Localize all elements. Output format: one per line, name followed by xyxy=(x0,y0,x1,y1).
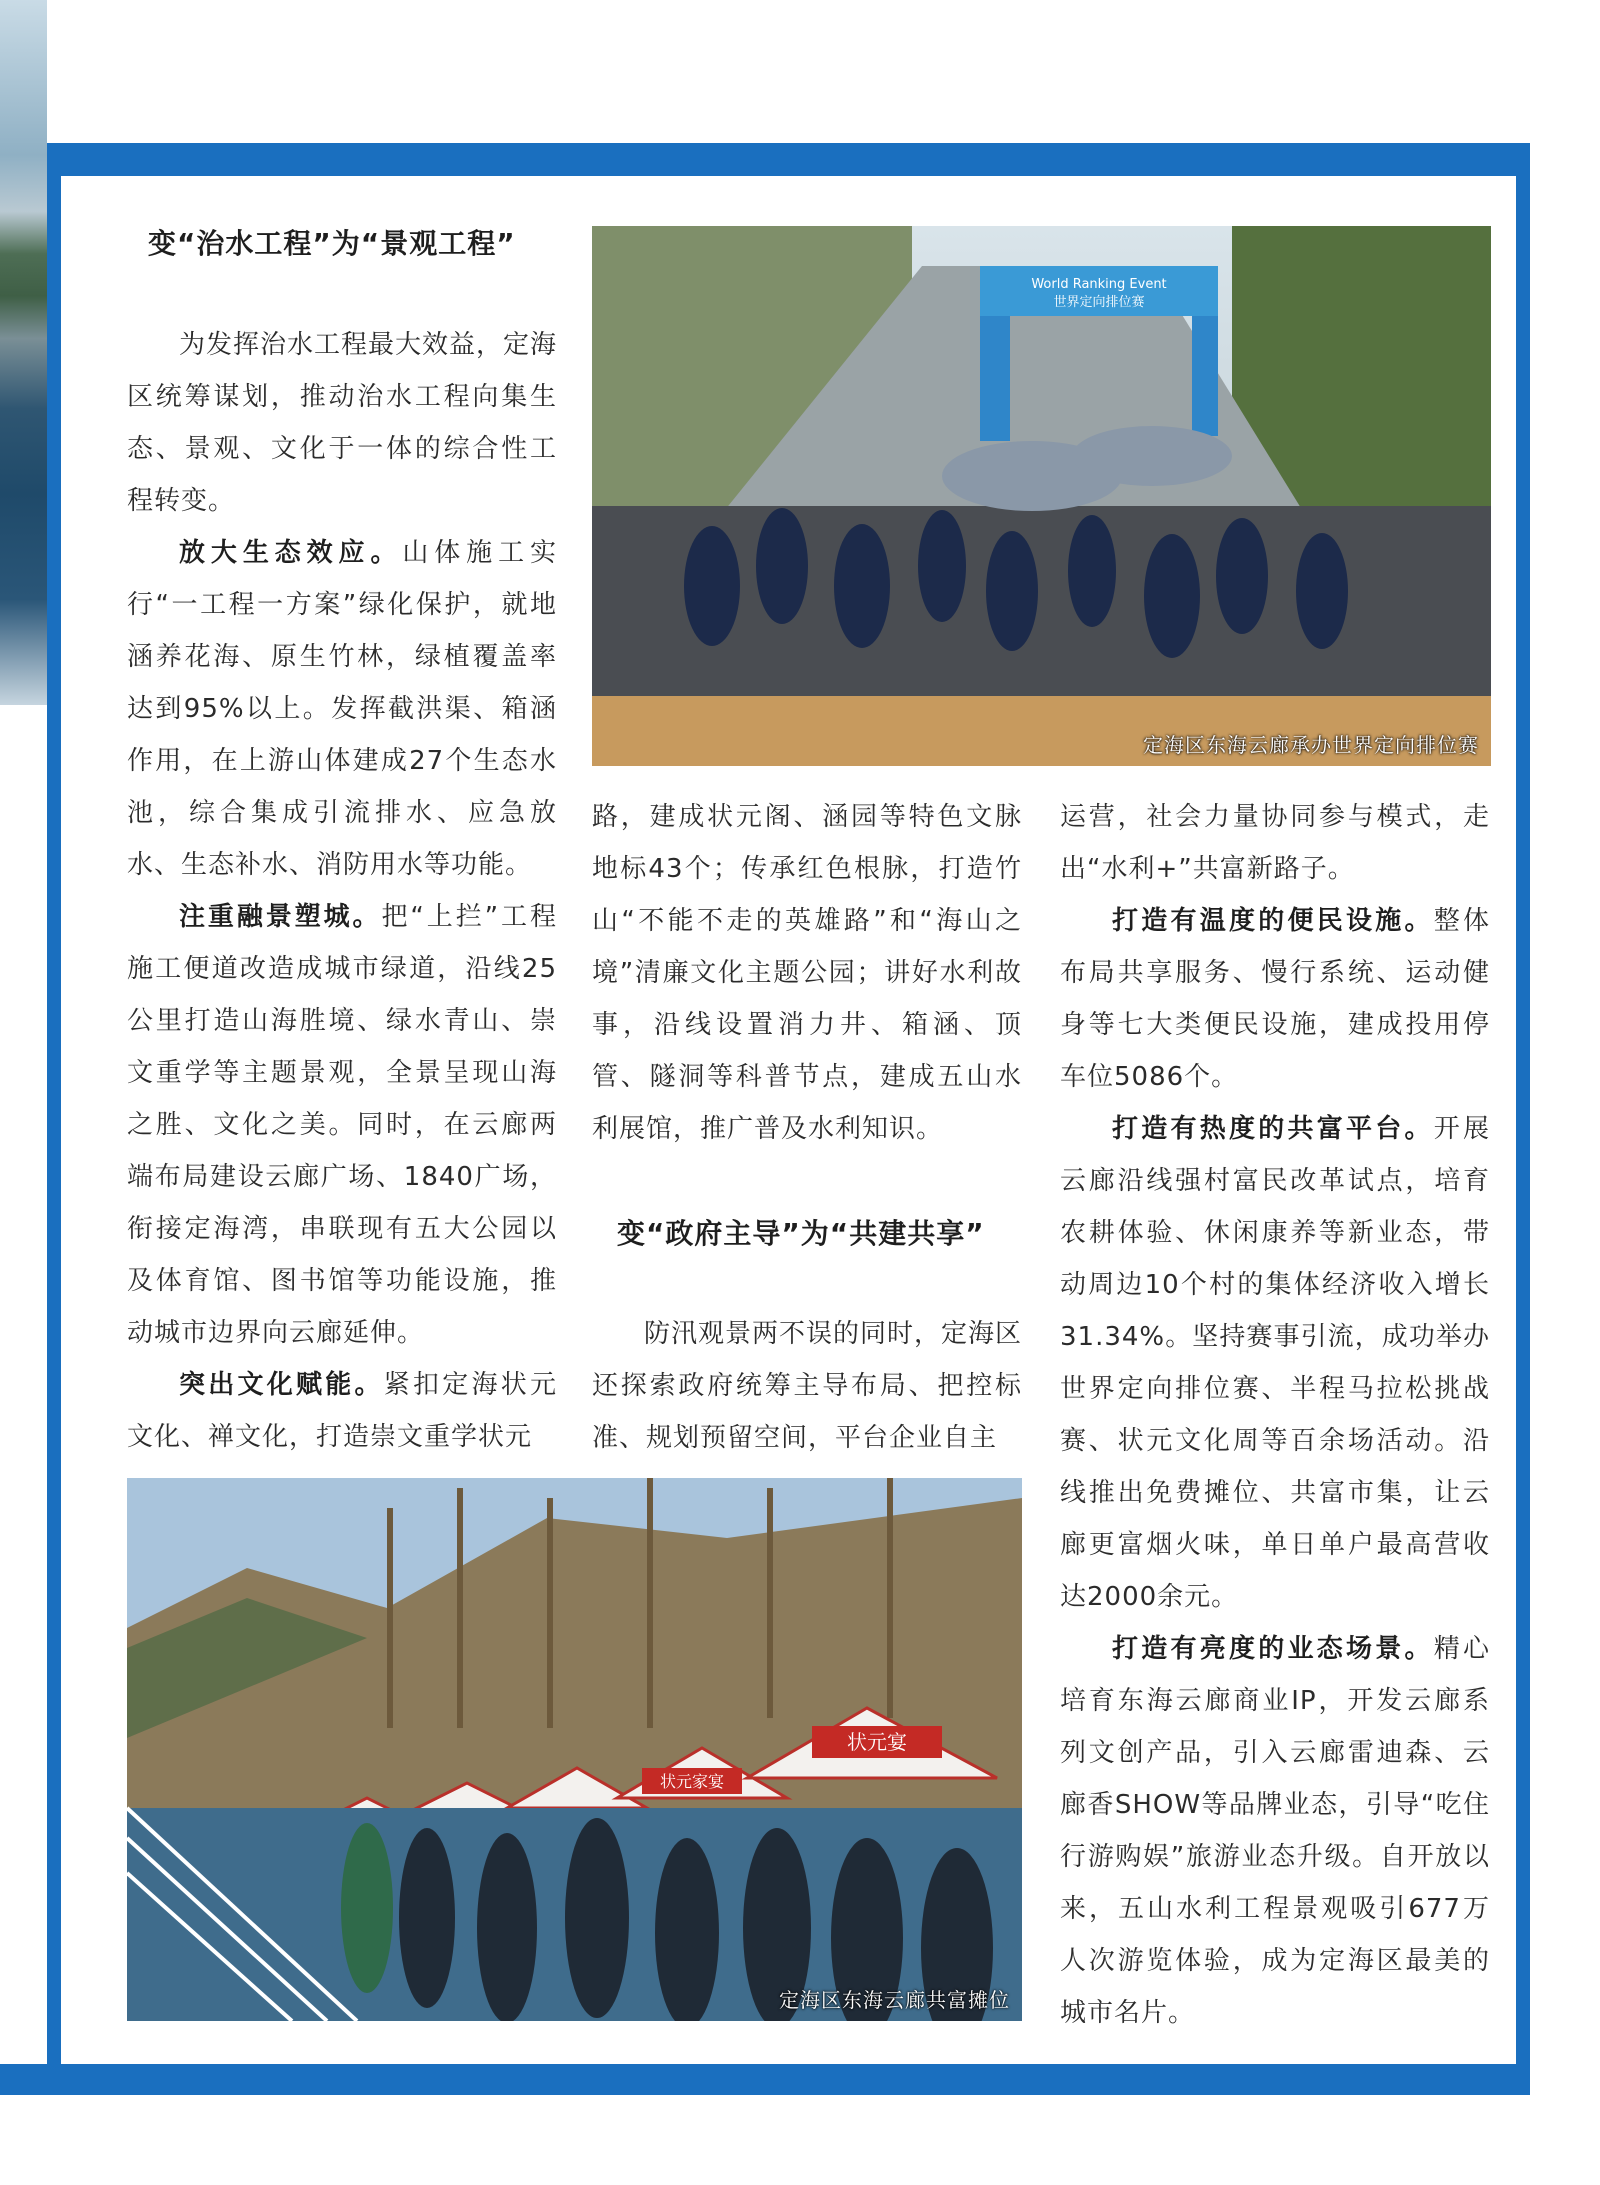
text-column-3 xyxy=(1060,791,1490,2039)
arch-text: 世界定向排位赛 xyxy=(1053,295,1145,310)
paragraph-body: 开展云廊沿线强村富民改革试点，培育农耕体验、休闲康养等新业态，带动周边10个村的集体经济收入增长31.34%。坚持赛事引流，成功举办世界定向排位赛、半程马拉松挑战赛、状元文化周等百余场活动。沿线推出免费摊位、共富市集，让云廊更富烟火味，单日单户最高营收达2000余元。 xyxy=(1060,1114,1490,1612)
paragraph: 为发挥治水工程最大效益，定海区统筹谋划，推动治水工程向集生态、景观、文化于一体的综合性工程转变。 xyxy=(127,330,558,516)
arch-text: World Ranking Event xyxy=(1031,277,1167,292)
paragraph xyxy=(127,1359,557,1463)
section-heading-1: 变“治水工程”为“景观工程” xyxy=(148,227,516,260)
paragraph: 运营，社会力量协同参与模式，走出“水利+”共富新路子。 xyxy=(1060,802,1490,884)
stall-banner: 状元家宴 xyxy=(659,1772,725,1791)
paragraph: 防汛观景两不误的同时，定海区还探索政府统筹主导布局、把控标准、规划预留空间，平台企业自主 xyxy=(592,1319,1023,1453)
page-frame-bottom xyxy=(0,2064,1530,2095)
paragraph-lead: 放大生态效应。 xyxy=(179,538,403,568)
paragraph xyxy=(1060,895,1490,1103)
paragraph: 路，建成状元阁、涵园等特色文脉地标43个；传承红色根脉，打造竹山“不能不走的英雄路”和“海山之境”清廉文化主题公园；讲好水利故事，沿线设置消力井、箱涵、顶管、隧洞等科普节点，建成五山水利展馆，推广普及水利知识。 xyxy=(592,802,1022,1144)
paragraph-body: 精心培育东海云廊商业IP，开发云廊系列文创产品，引入云廊雷迪森、云廊香SHOW等品牌业态，引导“吃住行游购娱”旅游业态升级。自开放以来，五山水利工程景观吸引677万人次游览体验，成为定海区最美的城市名片。 xyxy=(1060,1634,1490,2028)
paragraph-lead: 打造有温度的便民设施。 xyxy=(1112,906,1434,936)
text-column-1 xyxy=(127,319,557,1463)
paragraph xyxy=(1060,1103,1490,1623)
cover-photo-strip xyxy=(0,0,47,705)
text-column-2b xyxy=(592,1308,1022,1464)
paragraph-body: 山体施工实行“一工程一方案”绿化保护，就地涵养花海、原生竹林，绿植覆盖率达到95%以上。发挥截洪渠、箱涵作用，在上游山体建成27个生态水池，综合集成引流排水、应急放水、生态补水、消防用水等功能。 xyxy=(127,538,557,880)
section-heading-2: 变“政府主导”为“共建共享” xyxy=(617,1217,985,1250)
paragraph xyxy=(1060,1623,1490,2039)
paragraph-body: 整体布局共享服务、慢行系统、运动健身等七大类便民设施，建成投用停车位5086个。 xyxy=(1060,906,1490,1092)
paragraph xyxy=(127,527,557,891)
text-column-2 xyxy=(592,791,1022,1155)
race-photo-illustration xyxy=(592,226,1491,766)
market-photo xyxy=(127,1478,1022,2021)
photo-caption: 定海区东海云廊共富摊位 xyxy=(779,1988,1010,2012)
paragraph-lead: 注重融景塑城。 xyxy=(179,902,382,932)
photo-caption: 定海区东海云廊承办世界定向排位赛 xyxy=(1143,733,1479,757)
market-photo-illustration xyxy=(127,1478,1022,2021)
race-photo xyxy=(592,226,1491,766)
paragraph-body: 紧扣定海状元文化、禅文化，打造崇文重学状元 xyxy=(127,1370,557,1452)
paragraph-lead: 打造有热度的共富平台。 xyxy=(1112,1114,1434,1144)
paragraph-lead: 打造有亮度的业态场景。 xyxy=(1112,1634,1434,1664)
paragraph-lead: 突出文化赋能。 xyxy=(179,1370,384,1400)
paragraph-body: 把“上拦”工程施工便道改造成城市绿道，沿线25公里打造山海胜境、绿水青山、崇文重学等主题景观，全景呈现山海之胜、文化之美。同时，在云廊两端布局建设云廊广场、1840广场，衔接定海湾，串联现有五大公园以及体育馆、图书馆等功能设施，推动城市边界向云廊延伸。 xyxy=(127,902,557,1348)
paragraph xyxy=(127,891,557,1359)
stall-banner: 状元宴 xyxy=(847,1730,907,1754)
